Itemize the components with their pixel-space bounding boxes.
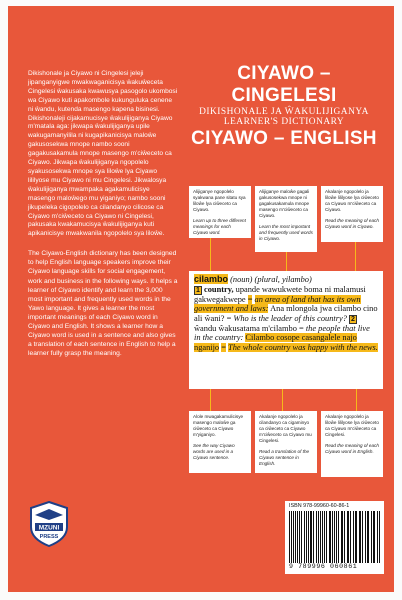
barcode-bar: [293, 511, 294, 563]
sense-1-english: country,: [204, 284, 234, 294]
connector-line: [286, 252, 287, 273]
logo-shield-icon: [29, 501, 69, 547]
barcode-bar: [299, 511, 300, 563]
sense-number-2: 2: [351, 315, 355, 323]
logo-text-mzuni: MZUNI: [38, 524, 60, 532]
barcode-digits: 9 789996 060861: [289, 563, 358, 570]
sense-1-gloss: an area of land that has its own government and laws:: [194, 294, 361, 314]
entry-pos: (noun): [230, 275, 253, 284]
info-note: Learn the most important and frequently used words in Ciyawo.: [259, 224, 313, 241]
barcode-bars: [289, 511, 380, 563]
connector-line: [210, 237, 211, 273]
equals-sign: =: [226, 313, 232, 323]
dictionary-title: [184, 63, 384, 150]
info-box-meanings: [189, 186, 251, 238]
sense-1-ciyawo: upande wawukwete boma ni malamusi gakwegakwepe: [194, 284, 366, 304]
barcode-bar: [377, 511, 378, 563]
subtitle-ciyawo: DIKISHONALE JA ŴAKULIJIGANYA: [199, 107, 369, 117]
back-cover-blurb: [28, 70, 178, 368]
sense-2-example-translation: The whole country was happy with the news.: [228, 342, 378, 352]
title-ciyawo-english: CIYAWO – ENGLISH: [191, 128, 377, 149]
barcode-bar: [304, 511, 305, 563]
barcode-bar: [313, 511, 314, 563]
entry-headword: cilambo: [194, 274, 229, 284]
barcode-bar: [353, 511, 354, 563]
info-note: Learn up to three different meanings for each Ciyawo word.: [193, 218, 246, 235]
sense-2-gloss: the people that live in the country:: [194, 323, 370, 343]
connector-line: [282, 385, 283, 412]
info-text: Alole mwagakamulicisye masengo maloŵe ga ciŵeceto ca Ciyawo m'yiganiyo.: [193, 414, 244, 437]
info-box-usage: [189, 411, 251, 473]
isbn-number: ISBN 978-99960-60-86-1: [289, 503, 350, 509]
equals-sign: =: [221, 342, 226, 352]
barcode-bar: [334, 511, 335, 563]
entry-plural: (plural, yilambo): [254, 275, 312, 284]
barcode-bar: [306, 511, 307, 563]
barcode-bar: [365, 511, 366, 563]
barcode-bar: [360, 511, 361, 563]
barcode-bar: [344, 511, 345, 563]
connector-line: [210, 388, 211, 412]
info-box-translation: [255, 411, 317, 473]
blurb-english: The Ciyawo-English dictionary has been designed to help English language speakers improve their Ciyawo language skills for social engagement, work and business in the following ways. It helps a learner of Ciyawo identify and learn the 3,000 most important and frequently used words in the Yawo language. It gives a learner the most important meanings of each Ciyawo word in Ciyawo and English. It shows a learner how a Ciyawo word is used in a sentence and also gives a translation of each sentence in English to help a learner fully grasp the meaning.: [28, 250, 178, 358]
info-box-ciyawo-meaning: [321, 186, 383, 242]
barcode-bar: [338, 511, 339, 563]
isbn-barcode: [285, 501, 384, 574]
sense-2-example: Cilambo cosope casangalele najo nganijo: [194, 333, 357, 352]
info-note: See the way Ciyawo words are used in a Ciyawo sentence.: [193, 443, 235, 460]
equals-sign: =: [299, 323, 304, 333]
info-text: Akalanje ngopolelo ja liloŵe lililyose lya ciŵeceto ca Ciyawo m'ciŵeceto ca Cingelesi.: [325, 414, 379, 437]
barcode-bar: [326, 511, 327, 563]
sense-1-example-translation: Who is the leader of this country?: [233, 313, 347, 323]
info-text: Alijiganye ngopolelo syakwana pane sitatu sya liloŵe lya ciŵeceto ca Ciyawo.: [193, 189, 246, 212]
info-text: Akalanje ngopolelo ja cilandanyo ca cigaminyo ca ciŵeceto ca Ciyawo m'ciŵeceto ca Ciyawo mu Cingelesi.: [259, 414, 312, 443]
barcode-bar: [350, 511, 351, 563]
sense-number-1: 1: [196, 286, 200, 294]
barcode-bar: [371, 511, 372, 563]
sense-1-example: Ana mlongola jwa cilambo cino ali ŵani?: [194, 304, 378, 323]
sense-2-ciyawo: ŵandu ŵakusatama m'cilambo: [194, 323, 297, 333]
info-text: Alijiganye maloŵe gagali gakusosekwa mnope ni gagakusakamula mnope masengo m'ciŵeceto ca Ciyawo.: [259, 189, 310, 218]
mzuni-press-logo: [29, 501, 69, 547]
info-note: Read the meaning of each Ciyawo word in Ciyawo.: [325, 218, 379, 229]
barcode-bar: [324, 511, 325, 563]
info-note: Read a translation of the Ciyawo sentence in English.: [259, 449, 310, 466]
subtitle-english: LEARNER'S DICTIONARY: [223, 117, 345, 127]
equals-sign: =: [247, 294, 253, 304]
logo-text-press: PRESS: [39, 534, 59, 540]
info-box-frequent-words: [255, 186, 317, 252]
barcode-bar: [318, 511, 319, 563]
info-text: Akalanje ngopolelo ja liloŵe lililyose lya ciŵeceto ca Ciyawo m'ciŵeceto ca Ciyawo.: [325, 189, 379, 212]
blurb-ciyawo: Dikishonale ja Ciyawo ni Cingelesi jeleji jipanganyigwe mwakwaganicisya ŵakuŵeceta Cingelesi ŵakusaka kwawusya pasogolo ukombosi wa Ciyawo kuti apakombole kukunguluka cenene ni ŵandu, kutenda masengo kapena bisinesi. Dikishonaleji cijakamucisye ŵakulijiganya Ciyawo m'matala aga: jikwapa ŵakulijiganya upile wakugamanyilila ni kugapikanicisya maloŵe gakusosekwa mnope nambo sooni gagakusakamula mnope masengo m'ciŵeceto ca Ciyawo. Jikwapa ŵakulijiganya ngopolelo syakusosekwa mnope sya liloŵe lya Ciyawo lililyose mu Ciyawo ni mu Cingelesi. Jikwalosya ŵakulijiganya mwampaka agakamulicisye masengo maloŵego mu yiganiyo; nambo sooni jikupeleka cigopolelo ca cilandanyo cilicose ca Ciyawo m'ciŵeceto ca Ciyawo ni Cingelesi, pakusaka kwakamucisya ŵakulijiganya kuti apikanicisye mwakwanila ngopolelo sya liloŵe.: [28, 70, 178, 238]
sample-dictionary-entry: [189, 271, 383, 389]
info-box-english-meaning: [321, 411, 383, 477]
info-note: Read the meaning of each Ciyawo word in English.: [325, 443, 379, 454]
title-ciyawo-cingelesi: CIYAWO – CINGELESI: [231, 63, 337, 106]
